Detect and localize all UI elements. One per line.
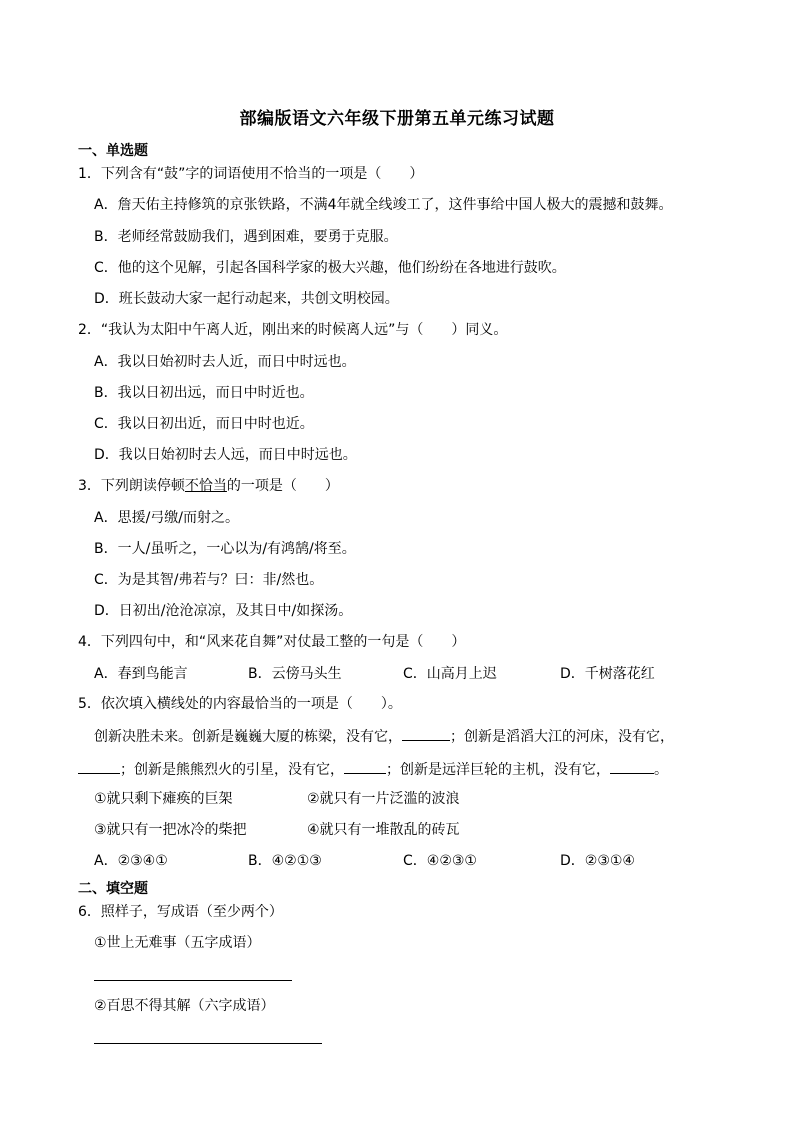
question-4-stem: 4．下列四句中，和“风来花自舞”对仗最工整的一句是（ ） bbox=[78, 634, 466, 650]
question-5-option-d: D．②③①④ bbox=[560, 853, 635, 869]
question-5-item-4: ④就只有一堆散乱的砖瓦 bbox=[307, 822, 460, 838]
question-3-stem bbox=[78, 476, 339, 496]
question-5-stem: 5．依次填入横线处的内容最恰当的一项是（ ）。 bbox=[78, 696, 402, 712]
question-5-option-c: C．④②③① bbox=[403, 853, 477, 869]
passage-text: ；创新是熊熊烈火的引星，没有它， bbox=[120, 762, 344, 778]
question-3-option-c: C．为是其智/弗若与？曰：非/然也。 bbox=[94, 572, 324, 588]
fill-blank bbox=[344, 759, 386, 774]
question-6-stem: 6．照样子，写成语（至少两个） bbox=[78, 904, 283, 920]
question-5-passage-line-2 bbox=[78, 759, 668, 780]
question-2-option-b: B．我以日初出远，而日中时近也。 bbox=[94, 385, 314, 401]
question-3-option-b: B．一人/虽听之，一心以为/有鸿鹄/将至。 bbox=[94, 541, 356, 557]
section-heading-single-choice: 一、单选题 bbox=[78, 143, 148, 159]
question-3-stem-prefix: 3．下列朗读停顿 bbox=[78, 478, 185, 494]
question-3-stem-underlined: 不恰当 bbox=[184, 478, 227, 494]
fill-blank bbox=[78, 759, 120, 774]
passage-text: 创新决胜未来。创新是巍巍大厦的栋梁，没有它， bbox=[94, 729, 402, 745]
fill-blank bbox=[402, 726, 450, 741]
question-3-option-a: A．思援/弓缴/而射之。 bbox=[94, 510, 240, 526]
question-5-item-3: ③就只有一把冰冷的柴把 bbox=[94, 822, 247, 838]
question-2-option-a: A．我以日始初时去人近，而日中时远也。 bbox=[94, 354, 356, 370]
question-2-option-d: D．我以日始初时去人远，而日中时远也。 bbox=[94, 447, 357, 463]
page-title: 部编版语文六年级下册第五单元练习试题 bbox=[239, 109, 555, 129]
question-2-stem: 2．“我认为太阳中午离人近，刚出来的时候离人远”与（ ）同义。 bbox=[78, 322, 508, 338]
section-heading-fill-in: 二、填空题 bbox=[78, 881, 148, 897]
passage-text: 。 bbox=[654, 762, 668, 778]
question-3-option-d: D．日初出/沧沧凉凉，及其日中/如探汤。 bbox=[94, 603, 353, 619]
question-1-option-c: C．他的这个见解，引起各国科学家的极大兴趣，他们纷纷在各地进行鼓吹。 bbox=[94, 260, 566, 276]
passage-text: ；创新是远洋巨轮的主机，没有它， bbox=[386, 762, 610, 778]
question-4-option-a: A．春到鸟能言 bbox=[94, 666, 188, 682]
question-4-option-b: B．云傍马头生 bbox=[248, 666, 342, 682]
question-4-option-d: D．千树落花红 bbox=[560, 666, 655, 682]
answer-line-1[interactable] bbox=[94, 980, 292, 981]
question-3-stem-suffix: 的一项是（ ） bbox=[226, 478, 339, 494]
question-6-item-2: ②百思不得其解（六字成语） bbox=[94, 998, 275, 1014]
question-6-item-1: ①世上无难事（五字成语） bbox=[94, 935, 261, 951]
question-5-option-b: B．④②①③ bbox=[248, 853, 322, 869]
question-1-stem: 1．下列含有“鼓”字的词语使用不恰当的一项是（ ） bbox=[78, 166, 424, 182]
question-2-option-c: C．我以日初出近，而日中时也近。 bbox=[94, 416, 314, 432]
question-1-option-b: B．老师经常鼓励我们，遇到困难，要勇于克服。 bbox=[94, 229, 398, 245]
question-5-item-2: ②就只有一片泛滥的波浪 bbox=[307, 791, 460, 807]
question-4-option-c: C．山高月上迟 bbox=[403, 666, 497, 682]
question-5-passage-line-1 bbox=[94, 726, 674, 747]
question-5-option-a: A．②③④① bbox=[94, 853, 168, 869]
question-1-option-a: A．詹天佑主持修筑的京张铁路，不满4年就全线竣工了，这件事给中国人极大的震撼和鼓舞。 bbox=[94, 197, 673, 213]
fill-blank bbox=[610, 759, 654, 774]
question-5-item-1: ①就只剩下瘫痪的巨架 bbox=[94, 791, 233, 807]
passage-text: ；创新是滔滔大江的河床，没有它， bbox=[450, 729, 674, 745]
question-1-option-d: D．班长鼓动大家一起行动起来，共创文明校园。 bbox=[94, 291, 399, 307]
answer-line-2[interactable] bbox=[94, 1043, 322, 1044]
